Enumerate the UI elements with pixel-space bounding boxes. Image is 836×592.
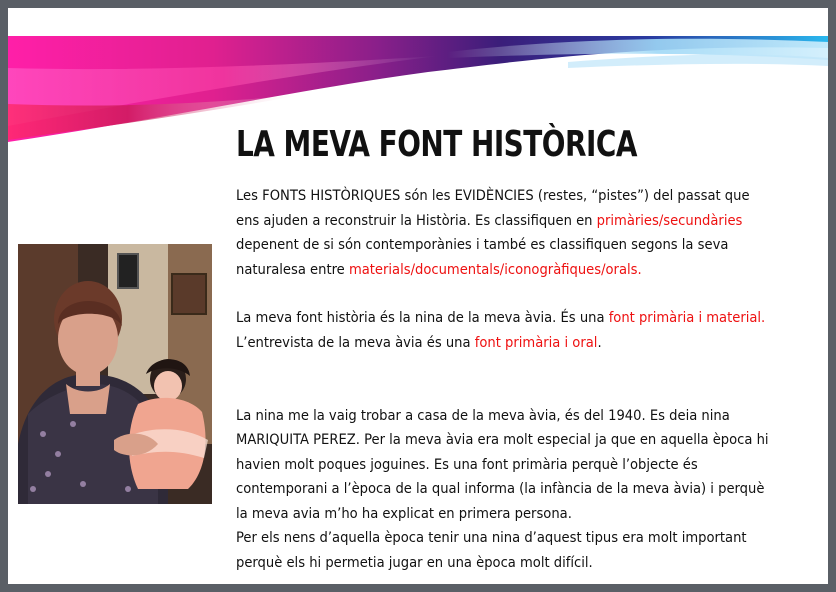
text-run: La nina me la vaig trobar a casa de la meva àvia, és del 1940. Es deia nina MARIQUITA PEREZ. Per la meva àvia era molt especial ja que en aquella època hi havien molt poques joguines. Es una font primària perquè l’objecte és contemporani a l’època de la qual informa (la infància de la meva àvia) i perquè la meva avia m’ho ha explicat en primera persona. [236, 406, 769, 522]
grandmother-with-doll-photo [18, 244, 212, 504]
paragraph-my-source [236, 306, 776, 355]
highlight-run: font primària i material. [608, 309, 766, 326]
text-run: Per els nens d’aquella època tenir una nina d’aquest tipus era molt important perquè els hi permetia jugar en una època molt difícil. [236, 529, 747, 571]
highlight-run: materials/documentals/iconogràfiques/orals. [348, 260, 642, 278]
slide-body-text [236, 184, 776, 575]
text-run: Les FONTS HISTÒRIQUES són les EVIDÈNCIES (restes, “pistes”) del passat que ens ajuden a reconstruir la Història. Es classifiquen en [236, 187, 750, 229]
highlight-run: primàries/secundàries [596, 211, 743, 229]
text-run: La meva font història és la nina de la meva àvia. És una [236, 309, 609, 326]
paragraph-doll-story [236, 379, 776, 575]
slide [8, 8, 828, 584]
text-run: depenent de si són contemporànies i també es classifiquen segons la seva naturalesa entre [236, 236, 729, 278]
text-run: L’entrevista de la meva àvia és una [236, 333, 475, 351]
highlight-run: font primària i oral [474, 333, 598, 351]
text-run: . [597, 333, 602, 351]
paragraph-definition [236, 184, 776, 282]
slide-title: LA MEVA FONT HISTÒRICA [236, 124, 637, 166]
